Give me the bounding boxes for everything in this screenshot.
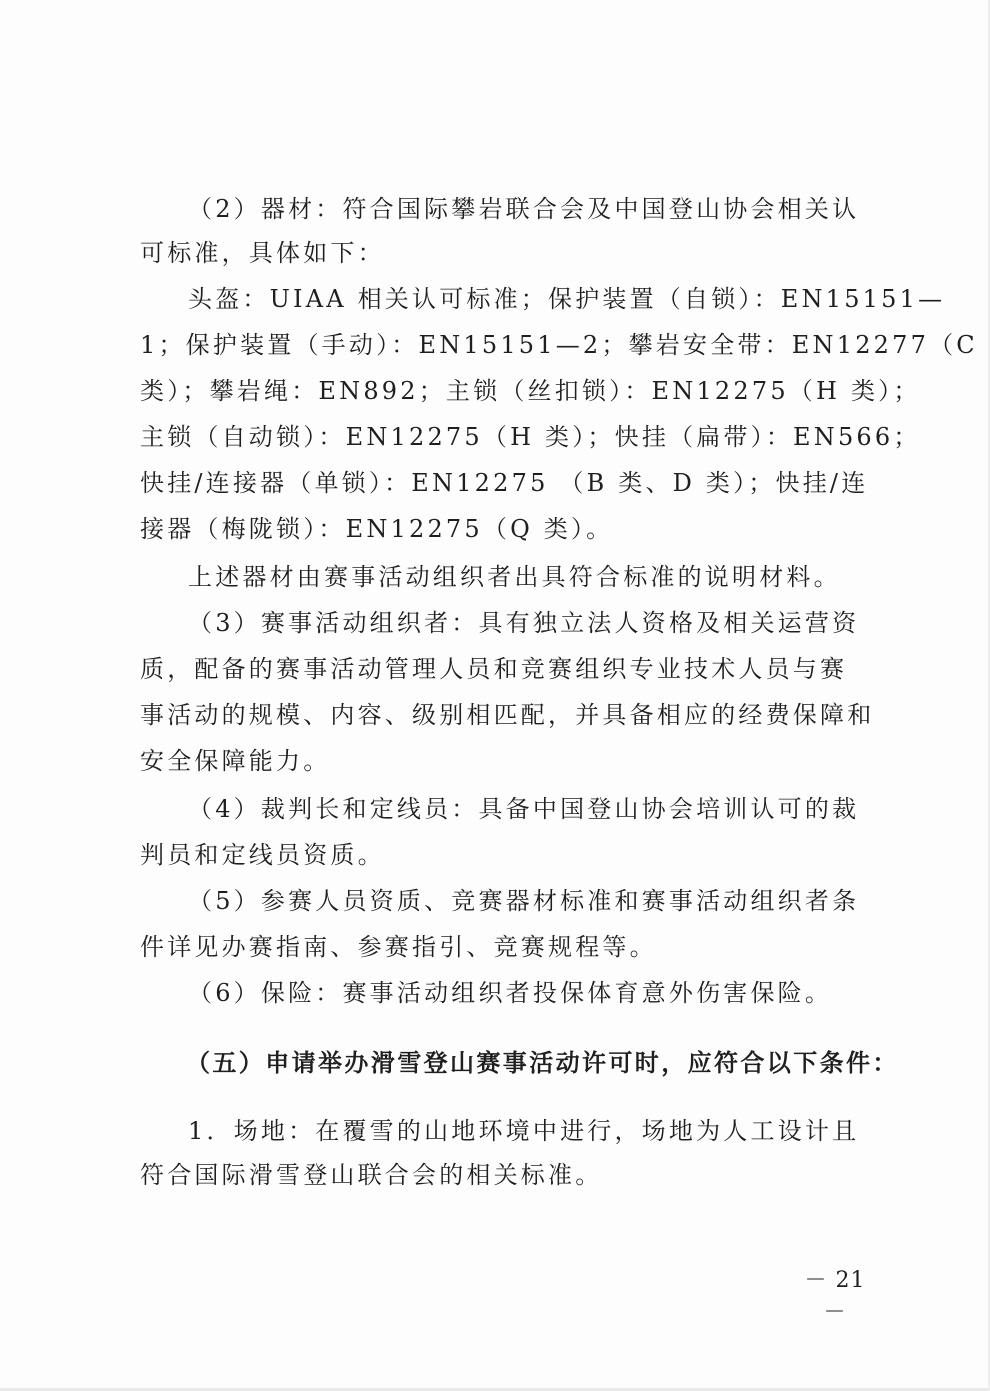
paragraph-line: 主锁（自动锁）：EN12275（H 类）；快挂（扁带）：EN566； xyxy=(140,423,921,451)
paragraph-line: （5）参赛人员资质、竞赛器材标准和赛事活动组织者条 xyxy=(188,887,860,915)
paragraph-line: （6）保险：赛事活动组织者投保体育意外伤害保险。 xyxy=(188,979,833,1007)
paragraph-line: （4）裁判长和定线员：具备中国登山协会培训认可的裁 xyxy=(188,795,860,823)
paragraph-line: 类）；攀岩绳：EN892；主锁（丝扣锁）：EN12275（H 类）； xyxy=(140,377,921,405)
paragraph-line: 1．场地：在覆雪的山地环境中进行，场地为人工设计且 xyxy=(188,1117,860,1145)
paragraph-line: 接器（梅陇锁）：EN12275（Q 类）。 xyxy=(140,515,614,543)
page-number: － 21 － xyxy=(804,1268,866,1325)
paragraph-line: 1；保护装置（手动）：EN15151—2；攀岩安全带：EN12277（C xyxy=(140,331,978,359)
paragraph-line: 头盔：UIAA 相关认可标准；保护装置（自锁）：EN15151— xyxy=(188,285,946,313)
paragraph-line: （2）器材：符合国际攀岩联合会及中国登山协会相关认 xyxy=(188,195,860,223)
paragraph-line: 质，配备的赛事活动管理人员和竞赛组织专业技术人员与赛 xyxy=(140,655,848,683)
paragraph-line: 件详见办赛指南、参赛指引、竞赛规程等。 xyxy=(140,933,657,961)
paragraph-line: 快挂/连接器（单锁）：EN12275 （B 类、D 类）；快挂/连 xyxy=(140,469,869,497)
paragraph-line: 判员和定线员资质。 xyxy=(140,841,385,869)
paragraph-line: 事活动的规模、内容、级别相匹配，并具备相应的经费保障和 xyxy=(140,701,875,729)
paragraph-line: 可标准，具体如下： xyxy=(140,239,385,267)
paragraph-line: 上述器材由赛事活动组织者出具符合标准的说明材料。 xyxy=(188,563,841,591)
paragraph-line: （3）赛事活动组织者：具有独立法人资格及相关运营资 xyxy=(188,609,860,637)
section-heading: （五）申请举办滑雪登山赛事活动许可时，应符合以下条件： xyxy=(186,1048,899,1077)
paragraph-line: 安全保障能力。 xyxy=(140,747,331,775)
paragraph-line: 符合国际滑雪登山联合会的相关标准。 xyxy=(140,1161,603,1189)
